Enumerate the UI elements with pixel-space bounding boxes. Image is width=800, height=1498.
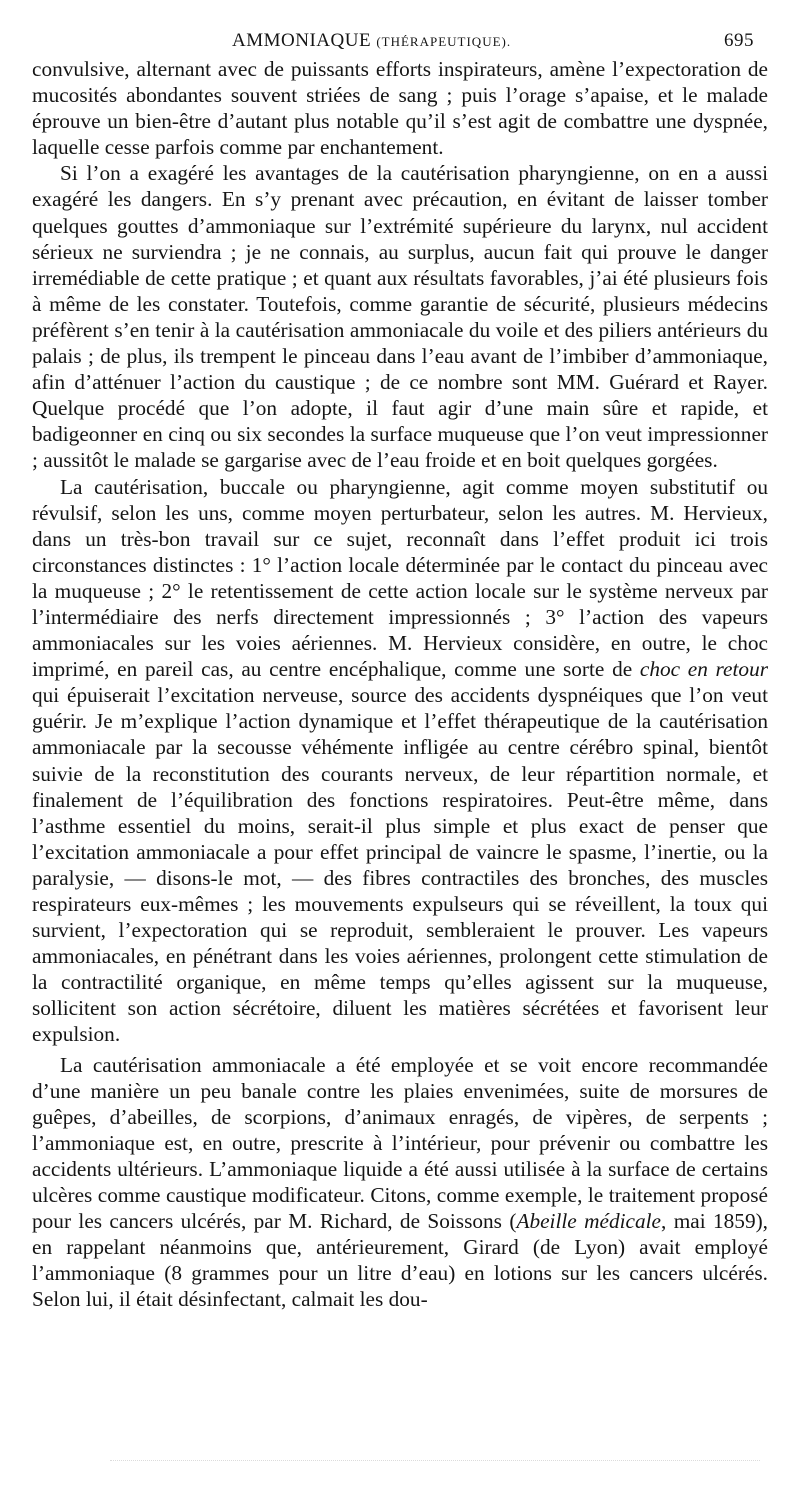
page-body	[32, 56, 768, 1313]
paragraph-3-part-1: La cautérisation, buccale ou pharyngienne, agit comme moyen substitutif ou révulsif, selon les uns, comme moyen perturbateur, selon les autres. M. Hervieux, dans un très-bon travail sur ce sujet, reconnaît dans l’effet produit ici trois circonstances distinctes : 1° l’action locale déterminée par le contact du pinceau avec la muqueuse ; 2° le retentissement de cette action locale sur le système nerveux par l’intermédiaire des nerfs directement impressionnés ; 3° l’action des vapeurs ammoniacales sur les voies aériennes. M. Hervieux considère, en outre, le choc imprimé, en pareil cas, au centre encéphalique, comme une sorte de	[32, 474, 768, 682]
paragraph-3	[32, 474, 768, 1048]
bottom-scan-artifact	[110, 1460, 760, 1463]
page-number: 695	[724, 30, 754, 51]
paragraph-4-part-2: , mai 1859), en rappelant néanmoins que, antérieurement, Girard (de Lyon) avait employé l’ammoniaque (8 grammes pour un litre d’eau) en lotions sur les cancers ulcérés. Selon lui, il était désinfectant, calmait les dou-	[32, 1209, 769, 1312]
header-title-main: AMMONIAQUE	[232, 30, 372, 51]
paragraph-4-italic: Abeille médicale	[516, 1209, 661, 1234]
header-title	[232, 30, 511, 52]
paragraph-3-part-2: qui épuiserait l’excitation nerveuse, source des accidents dyspnéiques que l’on veut guérir. Je m’explique l’action dynamique et l’effet thérapeutique de la cautérisation ammoniacale par la secousse véhémente infligée au centre cérébro spinal, bientôt suivie de la reconstitution des courants nerveux, de leur répartition normale, et finalement de l’équilibration des fonctions respiratoires. Peut-être même, dans l’asthme essentiel du moins, serait-il plus simple et plus exact de penser que l’excitation ammoniacale a pour effet principal de vaincre le spasme, l’inertie, ou la paralysie, — disons-le mot, — des fibres contractiles des bronches, des muscles respirateurs eux-mêmes ; les mouvements expulseurs qui se réveillent, la toux qui survient, l’expectoration qui se reproduit, sembleraient le prouver. Les vapeurs ammoniacales, en pénétrant dans les voies aériennes, prolongent cette stimulation de la contractilité organique, en même temps qu’elles agissent sur la muqueuse, sollicitent son action sécrétoire, diluent les matières sécrétées et favorisent leur expulsion.	[32, 683, 768, 1047]
paragraph-3-italic: choc en retour	[639, 657, 769, 682]
running-header	[32, 22, 768, 56]
paragraph-4-part-1: La cautérisation ammoniacale a été employée et se voit encore recommandée d’une manière un peu banale contre les plaies envenimées, suite de morsures de guêpes, d’abeilles, de scorpions, d’animaux enragés, de vipères, de serpents ; l’ammoniaque est, en outre, prescrite à l’intérieur, pour prévenir ou combattre les accidents ultérieurs. L’ammoniaque liquide a été aussi utilisée à la surface de certains ulcères comme caustique modificateur. Citons, comme exemple, le traitement proposé pour les cancers ulcérés, par M. Richard, de Soissons (	[32, 1052, 768, 1234]
paragraph-1: convulsive, alternant avec de puissants efforts inspirateurs, amène l’expectoration de mucosités abondantes souvent striées de sang ; puis l’orage s’apaise, et le malade éprouve un bien-être d’autant plus notable qu’il s’est agit de combattre une dyspnée, laquelle cesse parfois comme par enchantement.	[32, 57, 768, 160]
paragraph-2: Si l’on a exagéré les avantages de la cautérisation pharyngienne, on en a aussi exagéré les dangers. En s’y prenant avec précaution, en évitant de laisser tomber quelques gouttes d’ammoniaque sur l’extrémité supérieure du larynx, nul accident sérieux ne surviendra ; je ne connais, au surplus, aucun fait qui prouve le danger irremédiable de cette pratique ; et quant aux résultats favorables, j’ai été plusieurs fois à même de les constater. Toutefois, comme garantie de sécurité, plusieurs médecins préfèrent s’en tenir à la cautérisation ammoniacale du voile et des piliers antérieurs du palais ; de plus, ils trempent le pinceau dans l’eau avant de l’imbiber d’ammoniaque, afin d’atténuer l’action du caustique ; de ce nombre sont MM. Guérard et Rayer. Quelque procédé que l’on adopte, il faut agir d’une main sûre et rapide, et badigeonner en cinq ou six secondes la surface muqueuse que l’on veut impressionner ; aussitôt le malade se gargarise avec de l’eau froide et en boit quelques gorgées.	[32, 161, 768, 473]
header-subtitle: (THÉRAPEUTIQUE).	[376, 34, 512, 49]
paragraph-4	[32, 1052, 768, 1313]
book-page	[32, 22, 768, 1313]
